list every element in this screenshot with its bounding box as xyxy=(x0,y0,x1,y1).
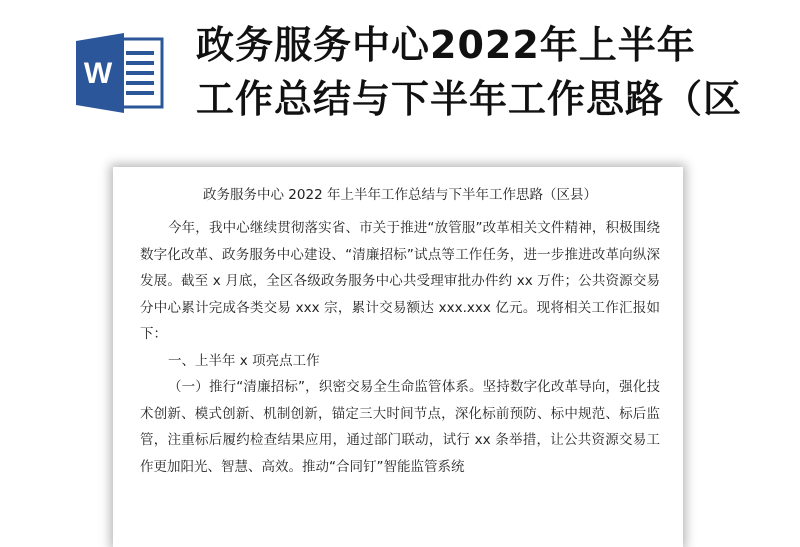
document-title-banner xyxy=(196,18,776,126)
document-page-preview xyxy=(113,167,683,547)
title-line-2: 工作总结与下半年工作思路（区 xyxy=(196,77,743,121)
svg-text:W: W xyxy=(83,57,113,90)
section-heading: 一、上半年 x 项亮点工作 xyxy=(168,352,320,369)
word-icon xyxy=(76,33,166,113)
title-line-1: 政务服务中心2022年上半年 xyxy=(196,23,696,67)
intro-paragraph: 今年，我中心继续贯彻落实省、市关于推进“放管服”改革相关文件精神，积极围绕数字化改革、政务服务中心建设、“清廉招标”试点等工作任务，进一步推进改革向纵深发展。截至 x 月底，全区各级政务服务中心共受理审批办件约 xx 万件；公共资源交易分中心累计完成各类交易 xxx 宗，累计交易额达 xxx.xxx 亿元。现将相关工作汇报如下： xyxy=(140,220,660,342)
section-paragraph: （一）推行“清廉招标”，织密交易全生命监管体系。坚持数字化改革导向，强化技术创新、模式创新、机制创新，锚定三大时间节点，深化标前预防、标中规范、标后监管，注重标后履约检查结果应用，通过部门联动，试行 xx 条举措，让公共资源交易工作更加阳光、智慧、高效。推动“合同钉”智能监管系统 xyxy=(140,379,660,475)
page-heading: 政务服务中心 2022 年上半年工作总结与下半年工作思路（区县） xyxy=(203,187,597,203)
